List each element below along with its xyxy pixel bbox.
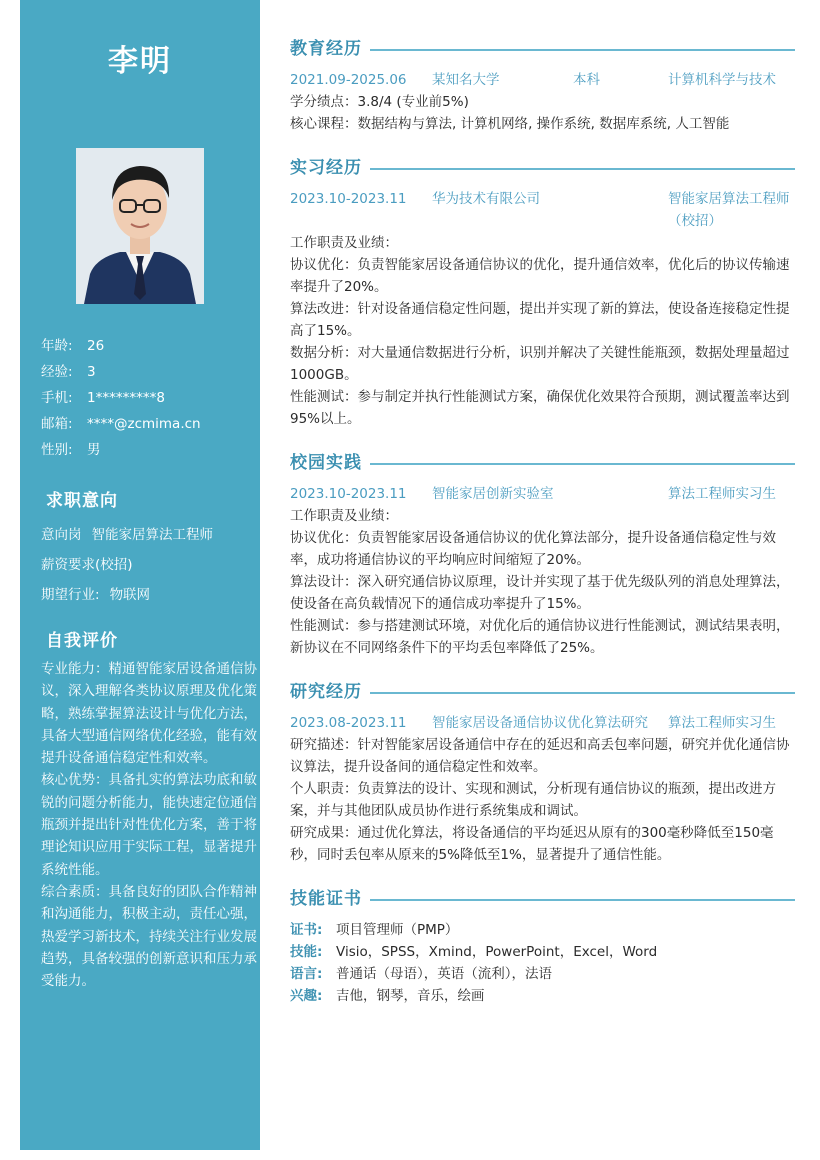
intent-salary: 薪资要求(校招) [41, 557, 133, 573]
education-school: 某知名大学 [432, 72, 500, 88]
info-age: 年龄: 26 [41, 338, 105, 354]
education-section [290, 37, 795, 135]
sidebar [20, 0, 260, 1150]
skills-title: 技能证书 [290, 887, 370, 911]
research-line: 研究成果：通过优化算法，将设备通信的平均延迟从原有的300毫秒降低至150毫秒，同时丢包率从原来的5%降低至1%，显著提升了通信性能。 [290, 825, 774, 863]
internship-line: 数据分析：对大量通信数据进行分析，识别并解决了关键性能瓶颈，数据处理量超过1000GB。 [290, 345, 790, 383]
internship-line: 性能测试：参与制定并执行性能测试方案，确保优化效果符合预期，测试覆盖率达到95%以上。 [290, 389, 790, 427]
eval-core: 核心优势：具备扎实的算法功底和敏锐的问题分析能力，能快速定位通信瓶颈并提出针对性优化方案，善于将理论知识应用于实际工程，显著提升系统性能。 [41, 772, 257, 878]
research-role: 算法工程师实习生 [668, 715, 776, 731]
internship-date: 2023.10-2023.11 [290, 191, 407, 207]
internship-section [290, 156, 795, 430]
education-title: 教育经历 [290, 37, 370, 61]
skill-row-language: 语言: 普通话（母语），英语（流利），法语 [290, 966, 552, 982]
education-courses: 核心课程：数据结构与算法, 计算机网络, 操作系统, 数据库系统, 人工智能 [290, 116, 730, 132]
internship-header [290, 156, 795, 180]
campus-line: 算法设计：深入研究通信协议原理，设计并实现了基于优先级队列的消息处理算法，使设备在高负载情况下的通信成功率提升了15%。 [290, 574, 790, 612]
eval-professional: 专业能力：精通智能家居设备通信协议，深入理解各类协议原理及优化策略，熟练掌握算法设计与优化方法，具备大型通信网络优化经验，能有效提升设备通信稳定性和效率。 [41, 661, 257, 767]
education-degree: 本科 [573, 72, 600, 88]
campus-title: 校园实践 [290, 451, 370, 475]
intent-position: 意向岗 智能家居算法工程师 [41, 527, 213, 543]
campus-header [290, 451, 795, 475]
internship-line: 工作职责及业绩： [290, 235, 398, 251]
info-email: 邮箱: ****@zcmima.cn [41, 416, 201, 432]
campus-section [290, 451, 795, 659]
job-intent [41, 520, 256, 610]
internship-line: 协议优化：负责智能家居设备通信协议的优化，提升通信效率，优化后的协议传输速率提升了20%。 [290, 257, 790, 295]
self-eval-title: 自我评价 [46, 631, 118, 651]
research-body [290, 734, 795, 866]
campus-line: 性能测试：参与搭建测试环境，对优化后的通信协议进行性能测试，测试结果表明，新协议在不同网络条件下的平均丢包率降低了25%。 [290, 618, 790, 656]
eval-overall: 综合素质：具备良好的团队合作精神和沟通能力，积极主动，责任心强，热爱学习新技术，持续关注行业发展趋势，具备较强的创新意识和压力承受能力。 [41, 883, 257, 990]
campus-body [290, 505, 795, 659]
internship-org: 华为技术有限公司 [432, 191, 540, 207]
research-line: 研究描述：针对智能家居设备通信中存在的延迟和高丢包率问题，研究并优化通信协议算法，提升设备间的通信稳定性和效率。 [290, 737, 790, 775]
research-project: 智能家居设备通信协议优化算法研究 [432, 715, 648, 731]
internship-role: 智能家居算法工程师（校招） [668, 191, 790, 229]
research-title: 研究经历 [290, 680, 370, 704]
campus-line: 协议优化：负责智能家居设备通信协议的优化算法部分，提升设备通信稳定性与效率，成功将通信协议的平均响应时间缩短了20%。 [290, 530, 776, 568]
research-header [290, 680, 795, 704]
intent-industry: 期望行业: 物联网 [41, 587, 151, 603]
research-date: 2023.08-2023.11 [290, 715, 407, 731]
campus-date: 2023.10-2023.11 [290, 486, 407, 502]
info-gender: 性别: 男 [41, 442, 101, 458]
skills-header [290, 887, 795, 911]
internship-body [290, 232, 795, 430]
education-header [290, 37, 795, 61]
self-eval [41, 658, 261, 992]
education-date: 2021.09-2025.06 [290, 72, 407, 88]
education-major: 计算机科学与技术 [668, 72, 776, 88]
intent-title: 求职意向 [46, 491, 118, 511]
skill-row-cert: 证书: 项目管理师（PMP） [290, 922, 459, 938]
education-body [290, 91, 795, 135]
internship-line: 算法改进：针对设备通信稳定性问题，提出并实现了新的算法，使设备连接稳定性提高了15%。 [290, 301, 790, 339]
info-phone: 手机: 1*********8 [41, 390, 165, 406]
skill-row-hobby: 兴趣: 吉他，钢琴，音乐，绘画 [290, 988, 485, 1004]
research-line: 个人职责：负责算法的设计、实现和测试，分析现有通信协议的瓶颈，提出改进方案，并与其他团队成员协作进行系统集成和调试。 [290, 781, 776, 819]
education-gpa: 学分绩点：3.8/4 (专业前5%) [290, 94, 469, 110]
research-meta [290, 712, 795, 734]
info-experience: 经验: 3 [41, 364, 96, 380]
campus-line: 工作职责及业绩： [290, 508, 398, 524]
campus-meta [290, 483, 795, 505]
profile-photo [76, 148, 204, 304]
candidate-name: 李明 [108, 44, 172, 79]
internship-meta [290, 188, 795, 232]
personal-info [41, 333, 251, 463]
internship-title: 实习经历 [290, 156, 370, 180]
research-section [290, 680, 795, 866]
campus-org: 智能家居创新实验室 [432, 486, 554, 502]
skills-list [290, 919, 795, 1007]
skill-row-tools: 技能: Visio，SPSS，Xmind，PowerPoint，Excel，Word [290, 944, 658, 960]
campus-role: 算法工程师实习生 [668, 486, 776, 502]
skills-section [290, 887, 795, 1007]
education-meta [290, 69, 795, 91]
